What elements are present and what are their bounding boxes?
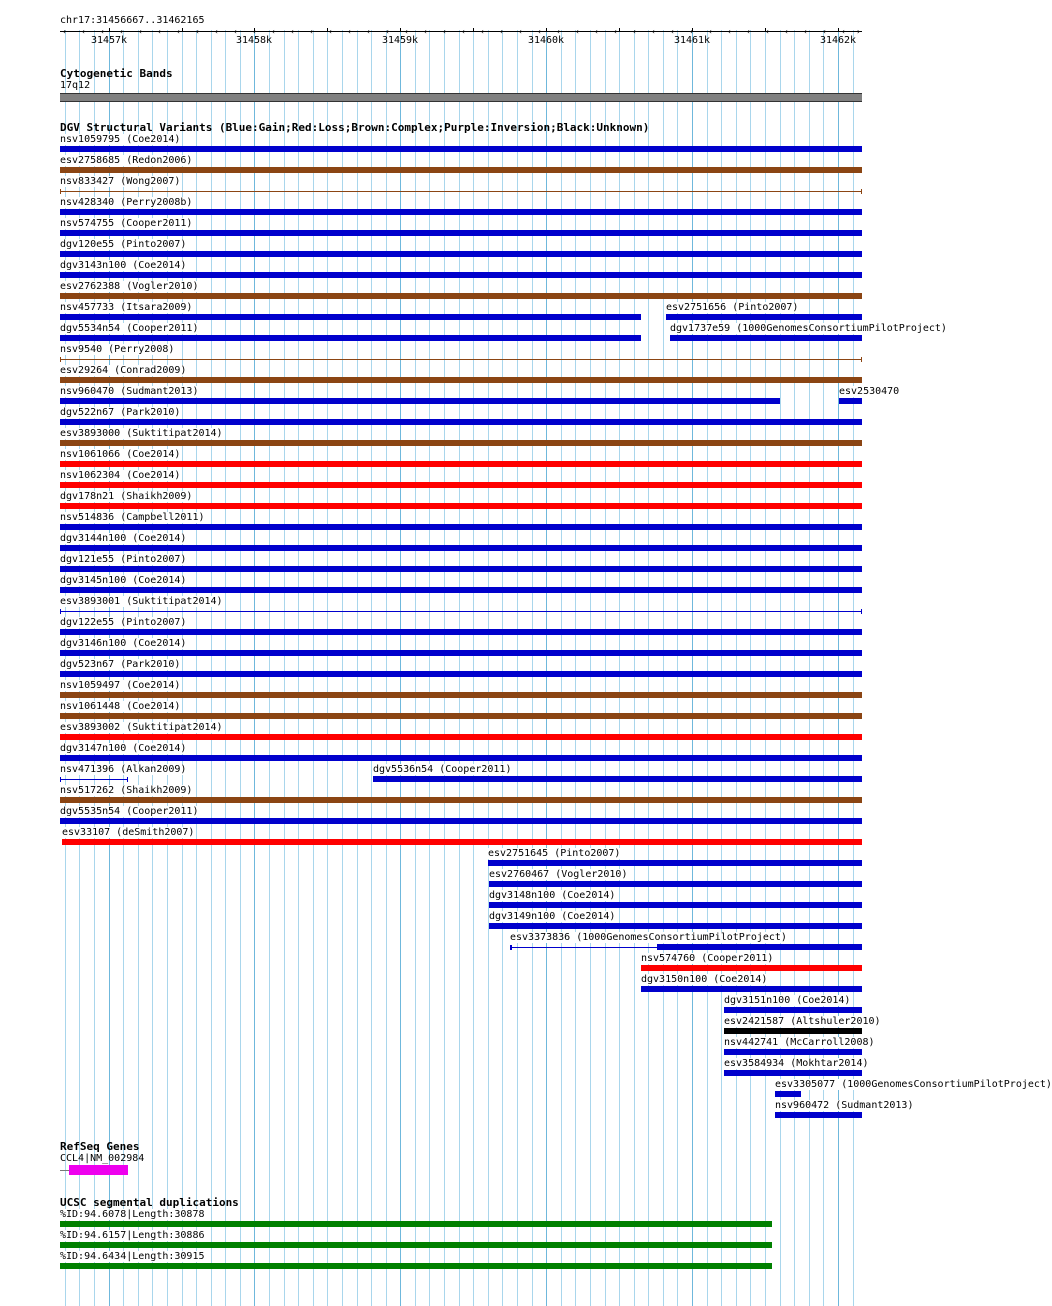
variant-bar[interactable] <box>489 923 862 929</box>
grid-line <box>517 30 518 1306</box>
ruler-arrow: ‹ <box>252 27 257 36</box>
ruler-arrow: ‹ <box>537 27 542 36</box>
ruler-tick-label: 31459k <box>381 35 419 46</box>
variant-label: esv2751645 (Pinto2007) <box>488 848 621 859</box>
grid-line <box>692 30 693 1306</box>
variant-bar[interactable] <box>60 818 862 824</box>
segdup-label: %ID:94.6078|Length:30878 <box>60 1209 205 1220</box>
ruler-arrow: ‹ <box>594 27 599 36</box>
grid-line <box>590 30 591 1306</box>
variant-bar[interactable] <box>60 482 862 488</box>
variant-bar[interactable] <box>641 965 862 971</box>
ruler-arrow: ‹ <box>309 27 314 36</box>
ruler-arrow: ‹ <box>442 27 447 36</box>
variant-bar[interactable] <box>60 440 862 446</box>
variant-label: nsv471396 (Alkan2009) <box>60 764 187 775</box>
grid-line <box>225 30 226 1306</box>
variant-label: esv2530470 <box>839 386 900 397</box>
variant-bar[interactable] <box>60 779 128 780</box>
variant-bar[interactable] <box>60 566 862 572</box>
variant-bar[interactable] <box>60 167 862 173</box>
variant-label: esv3373836 (1000GenomesConsortiumPilotProject) <box>510 932 787 943</box>
grid-line <box>488 30 489 1306</box>
variant-bar[interactable] <box>724 1049 862 1055</box>
variant-bar[interactable] <box>60 272 862 278</box>
grid-line <box>284 30 285 1306</box>
ruler-arrow: ‹ <box>404 27 409 36</box>
variant-bar[interactable] <box>60 545 862 551</box>
variant-bar[interactable] <box>724 1007 862 1013</box>
grid-line <box>632 27 637 1306</box>
variant-label: esv2751656 (Pinto2007) <box>666 302 799 313</box>
variant-label: nsv960472 (Sudmant2013) <box>775 1100 914 1111</box>
variant-label: esv2760467 (Vogler2010) <box>489 869 628 880</box>
variant-label: esv3305077 (1000GenomesConsortiumPilotProject) <box>775 1079 1052 1090</box>
ruler-arrow: ‹ <box>803 27 808 36</box>
ruler-arrow: ‹ <box>233 27 238 36</box>
ruler-arrow: ‹ <box>708 27 713 36</box>
grid-line <box>648 30 649 1306</box>
variant-label: esv3893002 (Suktitipat2014) <box>60 722 223 733</box>
grid-line <box>473 30 474 1306</box>
ruler-tick-label: 31461k <box>673 35 711 46</box>
variant-label: esv2421587 (Altshuler2010) <box>724 1016 881 1027</box>
grid-line <box>429 30 430 1306</box>
gene-intron-line <box>60 1170 69 1171</box>
ruler-tick <box>619 28 620 32</box>
ruler-tick <box>182 28 183 32</box>
variant-label: dgv522n67 (Park2010) <box>60 407 181 418</box>
ruler-arrow: ‹ <box>727 27 732 36</box>
ruler-arrow: ‹ <box>689 27 694 36</box>
variant-bar[interactable] <box>670 335 862 341</box>
ruler-arrow: ‹ <box>138 27 143 36</box>
cytoband-bar[interactable] <box>60 93 862 102</box>
variant-bar[interactable] <box>60 461 862 467</box>
variant-bar[interactable] <box>775 1112 862 1118</box>
ruler-arrow: ‹ <box>632 27 637 36</box>
ruler <box>0 0 890 50</box>
variant-label: dgv523n67 (Park2010) <box>60 659 181 670</box>
grid-line <box>196 30 197 1306</box>
variant-label: nsv574755 (Cooper2011) <box>60 218 193 229</box>
variant-bar[interactable] <box>60 755 862 761</box>
variant-bar-cap <box>127 777 128 782</box>
variant-label: dgv120e55 (Pinto2007) <box>60 239 187 250</box>
grid-line <box>342 30 343 1306</box>
variant-label: dgv3146n100 (Coe2014) <box>60 638 187 649</box>
variant-label: nsv442741 (McCarroll2008) <box>724 1037 875 1048</box>
grid-line <box>459 30 460 1306</box>
variant-bar[interactable] <box>60 524 862 530</box>
segdup-bar[interactable] <box>60 1221 772 1227</box>
variant-bar[interactable] <box>775 1091 801 1097</box>
variant-bar-thin[interactable] <box>510 947 657 948</box>
variant-label: esv33107 (deSmith2007) <box>62 827 195 838</box>
ruler-tick-label: 31458k <box>235 35 273 46</box>
ruler-arrow: ‹ <box>651 27 656 36</box>
grid-line <box>707 30 708 1306</box>
variant-label: nsv1062304 (Coe2014) <box>60 470 181 481</box>
variant-bar[interactable] <box>60 293 862 299</box>
grid-line <box>211 30 212 1306</box>
cytoband-track-title: Cytogenetic Bands <box>60 67 173 80</box>
variant-bar[interactable] <box>60 359 862 360</box>
variant-label: nsv9540 (Perry2008) <box>60 344 175 355</box>
ruler-arrow: ‹ <box>822 27 827 36</box>
variant-bar-cap <box>861 609 862 614</box>
variant-bar[interactable] <box>666 314 862 320</box>
ruler-arrow: ‹ <box>62 27 67 36</box>
grid-line <box>619 30 620 1306</box>
grid-line <box>605 30 606 1306</box>
variant-label: nsv960470 (Sudmant2013) <box>60 386 199 397</box>
variant-bar-cap <box>861 189 862 194</box>
variant-label: nsv574760 (Cooper2011) <box>641 953 774 964</box>
variant-label: nsv1059497 (Coe2014) <box>60 680 181 691</box>
variant-bar[interactable] <box>60 797 862 803</box>
variant-label: dgv3144n100 (Coe2014) <box>60 533 187 544</box>
variant-bar[interactable] <box>724 1070 862 1076</box>
grid-line <box>252 27 257 1306</box>
ruler-tick <box>838 28 839 32</box>
segdup-track-title: UCSC segmental duplications <box>60 1196 239 1209</box>
ruler-arrow: ‹ <box>290 27 295 36</box>
ruler-arrow: ‹ <box>328 27 333 36</box>
ruler-tick-label: 31462k <box>819 35 857 46</box>
region-label: chr17:31456667..31462165 <box>60 15 205 26</box>
variant-bar[interactable] <box>489 902 862 908</box>
ruler-arrow-end: › <box>856 27 861 36</box>
variant-label: dgv122e55 (Pinto2007) <box>60 617 187 628</box>
ruler-tick <box>546 28 547 32</box>
refseq-track-title: RefSeq Genes <box>60 1140 140 1153</box>
ruler-arrow: ‹ <box>366 27 371 36</box>
variant-bar[interactable] <box>60 650 862 656</box>
variant-label: dgv3148n100 (Coe2014) <box>489 890 616 901</box>
grid-line <box>532 30 533 1306</box>
variant-bar[interactable] <box>60 671 862 677</box>
variant-label: dgv3149n100 (Coe2014) <box>489 911 616 922</box>
ruler-arrow: ‹ <box>841 27 846 36</box>
variant-label: esv3584934 (Mokhtar2014) <box>724 1058 869 1069</box>
variant-bar[interactable] <box>62 839 862 845</box>
ruler-tick-label: 31457k <box>90 35 128 46</box>
ruler-arrow: ‹ <box>100 27 105 36</box>
ruler-arrow: ‹ <box>670 27 675 36</box>
variant-bar[interactable] <box>641 986 862 992</box>
variant-label: dgv5535n54 (Cooper2011) <box>60 806 199 817</box>
ruler-arrow: ‹ <box>214 27 219 36</box>
variant-bar[interactable] <box>60 419 862 425</box>
variant-bar-cap <box>60 777 61 782</box>
grid-line <box>663 30 664 1306</box>
variant-bar[interactable] <box>60 146 862 152</box>
ruler-arrow: ‹ <box>271 27 276 36</box>
grid-line <box>750 30 751 1306</box>
variant-label: nsv1061066 (Coe2014) <box>60 449 181 460</box>
dgv-track-title: DGV Structural Variants (Blue:Gain;Red:Loss;Brown:Complex;Purple:Inversion;Black:Unknown) <box>60 121 650 134</box>
ruler-arrow: ‹ <box>499 27 504 36</box>
variant-label: dgv3150n100 (Coe2014) <box>641 974 768 985</box>
variant-bar[interactable] <box>724 1028 862 1034</box>
grid-line <box>415 30 416 1306</box>
variant-label: dgv121e55 (Pinto2007) <box>60 554 187 565</box>
variant-label: nsv514836 (Campbell2011) <box>60 512 205 523</box>
grid-line <box>546 30 547 1306</box>
ruler-arrow: ‹ <box>765 27 770 36</box>
variant-bar[interactable] <box>60 398 780 404</box>
ruler-arrow: ‹ <box>423 27 428 36</box>
cytoband-label: 17q12 <box>60 80 91 91</box>
variant-bar[interactable] <box>60 734 862 740</box>
grid-line <box>736 30 737 1306</box>
variant-label: esv29264 (Conrad2009) <box>60 365 187 376</box>
variant-bar[interactable] <box>60 611 862 612</box>
variant-bar[interactable] <box>60 314 641 320</box>
grid-line <box>371 30 372 1306</box>
ruler-arrow: ‹ <box>746 27 751 36</box>
segdup-label: %ID:94.6157|Length:30886 <box>60 1230 205 1241</box>
grid-line <box>269 30 270 1306</box>
grid-line <box>575 30 576 1306</box>
grid-line <box>442 27 447 1306</box>
variant-bar[interactable] <box>60 713 862 719</box>
variant-label: nsv833427 (Wong2007) <box>60 176 181 187</box>
variant-label: esv2762388 (Vogler2010) <box>60 281 199 292</box>
grid-line <box>400 30 401 1306</box>
variant-label: dgv1737e59 (1000GenomesConsortiumPilotProject) <box>670 323 947 334</box>
variant-bar[interactable] <box>839 398 862 404</box>
ruler-arrow: ‹ <box>613 27 618 36</box>
variant-bar[interactable] <box>60 377 862 383</box>
variant-label: dgv5534n54 (Cooper2011) <box>60 323 199 334</box>
variant-bar[interactable] <box>657 944 862 950</box>
variant-label: dgv3151n100 (Coe2014) <box>724 995 851 1006</box>
variant-label: dgv178n21 (Shaikh2009) <box>60 491 193 502</box>
ruler-arrow: ‹ <box>461 27 466 36</box>
ruler-arrow: ‹ <box>480 27 485 36</box>
variant-label: dgv5536n54 (Cooper2011) <box>373 764 512 775</box>
grid-line <box>357 30 358 1306</box>
segdup-label: %ID:94.6434|Length:30915 <box>60 1251 205 1262</box>
ruler-arrow: ‹ <box>575 27 580 36</box>
ruler-arrow: ‹ <box>347 27 352 36</box>
ruler-arrow: ‹ <box>556 27 561 36</box>
grid-line <box>327 30 328 1306</box>
variant-bar[interactable] <box>60 692 862 698</box>
variant-bar[interactable] <box>60 209 862 215</box>
variant-bar-cap <box>60 609 61 614</box>
variant-label: nsv1061448 (Coe2014) <box>60 701 181 712</box>
variant-bar-cap <box>510 945 512 950</box>
ruler-arrow: ‹ <box>176 27 181 36</box>
grid-line <box>765 30 766 1306</box>
grid-line <box>313 30 314 1306</box>
ruler-arrow: ‹ <box>195 27 200 36</box>
ruler-arrow: ‹ <box>385 27 390 36</box>
variant-label: nsv517262 (Shaikh2009) <box>60 785 193 796</box>
variant-bar[interactable] <box>60 503 862 509</box>
variant-bar-cap <box>60 189 61 194</box>
variant-label: nsv428340 (Perry2008b) <box>60 197 193 208</box>
segdup-bar[interactable] <box>60 1242 772 1248</box>
segdup-bar[interactable] <box>60 1263 772 1269</box>
grid-line <box>240 30 241 1306</box>
variant-label: esv3893001 (Suktitipat2014) <box>60 596 223 607</box>
grid-line <box>677 30 678 1306</box>
variant-bar[interactable] <box>60 629 862 635</box>
ruler-arrow: ‹ <box>784 27 789 36</box>
variant-bar[interactable] <box>489 881 862 887</box>
grid-line <box>298 30 299 1306</box>
variant-bar[interactable] <box>60 335 641 341</box>
gene-label: CCL4|NM_002984 <box>60 1153 145 1164</box>
variant-bar-cap <box>861 357 862 362</box>
ruler-tick-label: 31460k <box>527 35 565 46</box>
variant-label: dgv3147n100 (Coe2014) <box>60 743 187 754</box>
grid-line <box>561 30 562 1306</box>
ruler-tick <box>109 28 110 32</box>
variant-bar[interactable] <box>60 251 862 257</box>
variant-label: esv3893000 (Suktitipat2014) <box>60 428 223 439</box>
variant-label: nsv457733 (Itsara2009) <box>60 302 193 313</box>
grid-line <box>721 30 722 1306</box>
variant-bar[interactable] <box>60 230 862 236</box>
variant-label: nsv1059795 (Coe2014) <box>60 134 181 145</box>
gene-exon-bar[interactable] <box>69 1165 128 1175</box>
variant-bar[interactable] <box>373 776 862 782</box>
ruler-arrow: ‹ <box>157 27 162 36</box>
ruler-arrow: ‹ <box>81 27 86 36</box>
variant-bar-cap <box>60 357 61 362</box>
variant-bar[interactable] <box>60 191 862 192</box>
variant-label: dgv3143n100 (Coe2014) <box>60 260 187 271</box>
variant-label: esv2758685 (Redon2006) <box>60 155 193 166</box>
ruler-arrow: ‹ <box>518 27 523 36</box>
ruler-arrow: ‹ <box>119 27 124 36</box>
ruler-tick <box>400 28 401 32</box>
variant-label: dgv3145n100 (Coe2014) <box>60 575 187 586</box>
variant-bar[interactable] <box>60 587 862 593</box>
ruler-tick <box>473 28 474 32</box>
grid-line <box>386 30 387 1306</box>
variant-bar[interactable] <box>488 860 862 866</box>
grid-line <box>502 30 503 1306</box>
